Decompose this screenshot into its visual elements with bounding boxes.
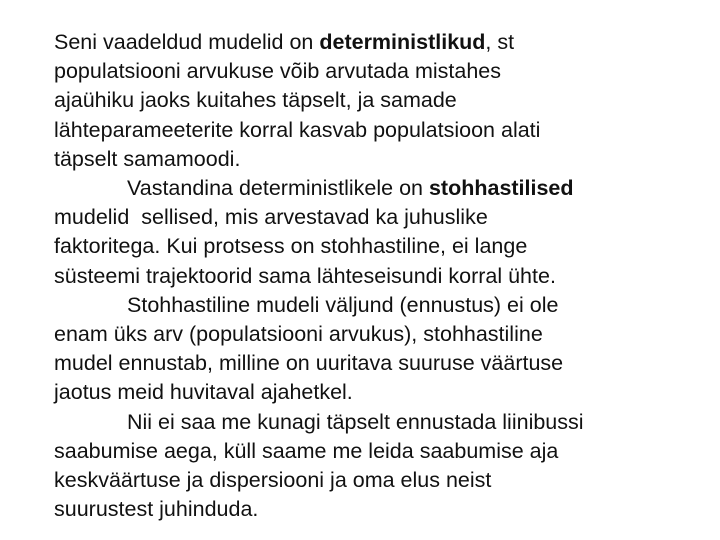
text-line: [54, 28, 674, 57]
text-segment: mudel ennustab, milline on uuritava suuruse väärtuse: [54, 351, 564, 376]
text-line: [54, 466, 674, 495]
text-segment: süsteemi trajektoorid sama lähteseisundi korral ühte.: [54, 263, 556, 288]
text-segment: täpselt samamoodi.: [54, 146, 241, 171]
text-line: [54, 86, 674, 115]
text-line: [54, 145, 674, 174]
bold-term-deterministlikud: deterministlikud: [319, 30, 486, 54]
text-segment: faktoritega. Kui protsess on stohhastiline, ei lange: [54, 234, 528, 259]
text-segment: suurustest juhinduda.: [54, 497, 259, 522]
text-segment: saabumise aega, küll saame me leida saabumise aja: [54, 438, 559, 463]
text-line: [54, 349, 674, 378]
text-line: [54, 174, 674, 203]
document-body: [54, 28, 674, 524]
text-segment: lähteparameeterite korral kasvab populatsioon alati: [54, 117, 541, 142]
text-line: [54, 408, 674, 437]
text-segment: Vastandina deterministlikele on: [127, 176, 429, 201]
text-line: [54, 291, 674, 320]
text-line: [54, 232, 674, 261]
text-segment: ajaühiku jaoks kuitahes täpselt, ja samade: [54, 88, 457, 113]
paragraph-4: [54, 408, 674, 525]
text-segment: populatsiooni arvukuse võib arvutada mistahes: [54, 59, 501, 84]
text-segment: mudelid sellised, mis arvestavad ka juhuslike: [54, 205, 488, 230]
paragraph-1: [54, 28, 674, 174]
text-line: [54, 57, 674, 86]
text-line: [54, 320, 674, 349]
text-line: [54, 203, 674, 232]
text-segment: enam üks arv (populatsiooni arvukus), stohhastiline: [54, 322, 543, 347]
text-segment: , st: [485, 30, 515, 54]
paragraph-3: [54, 291, 674, 408]
bold-term-stohhastilised: stohhastilised: [428, 176, 574, 201]
text-segment: Stohhastiline mudeli väljund (ennustus) ei ole: [127, 292, 559, 317]
text-line: [54, 378, 674, 407]
text-segment: jaotus meid huvitaval ajahetkel.: [54, 380, 353, 405]
text-segment: keskväärtuse ja dispersiooni ja oma elus neist: [54, 468, 492, 493]
paragraph-2: [54, 174, 674, 291]
text-line: [54, 495, 674, 524]
text-line: [54, 116, 674, 145]
text-segment: Seni vaadeldud mudelid on: [54, 30, 320, 54]
text-segment: Nii ei saa me kunagi täpselt ennustada liinibussi: [127, 409, 584, 434]
text-line: [54, 262, 674, 291]
text-line: [54, 437, 674, 466]
